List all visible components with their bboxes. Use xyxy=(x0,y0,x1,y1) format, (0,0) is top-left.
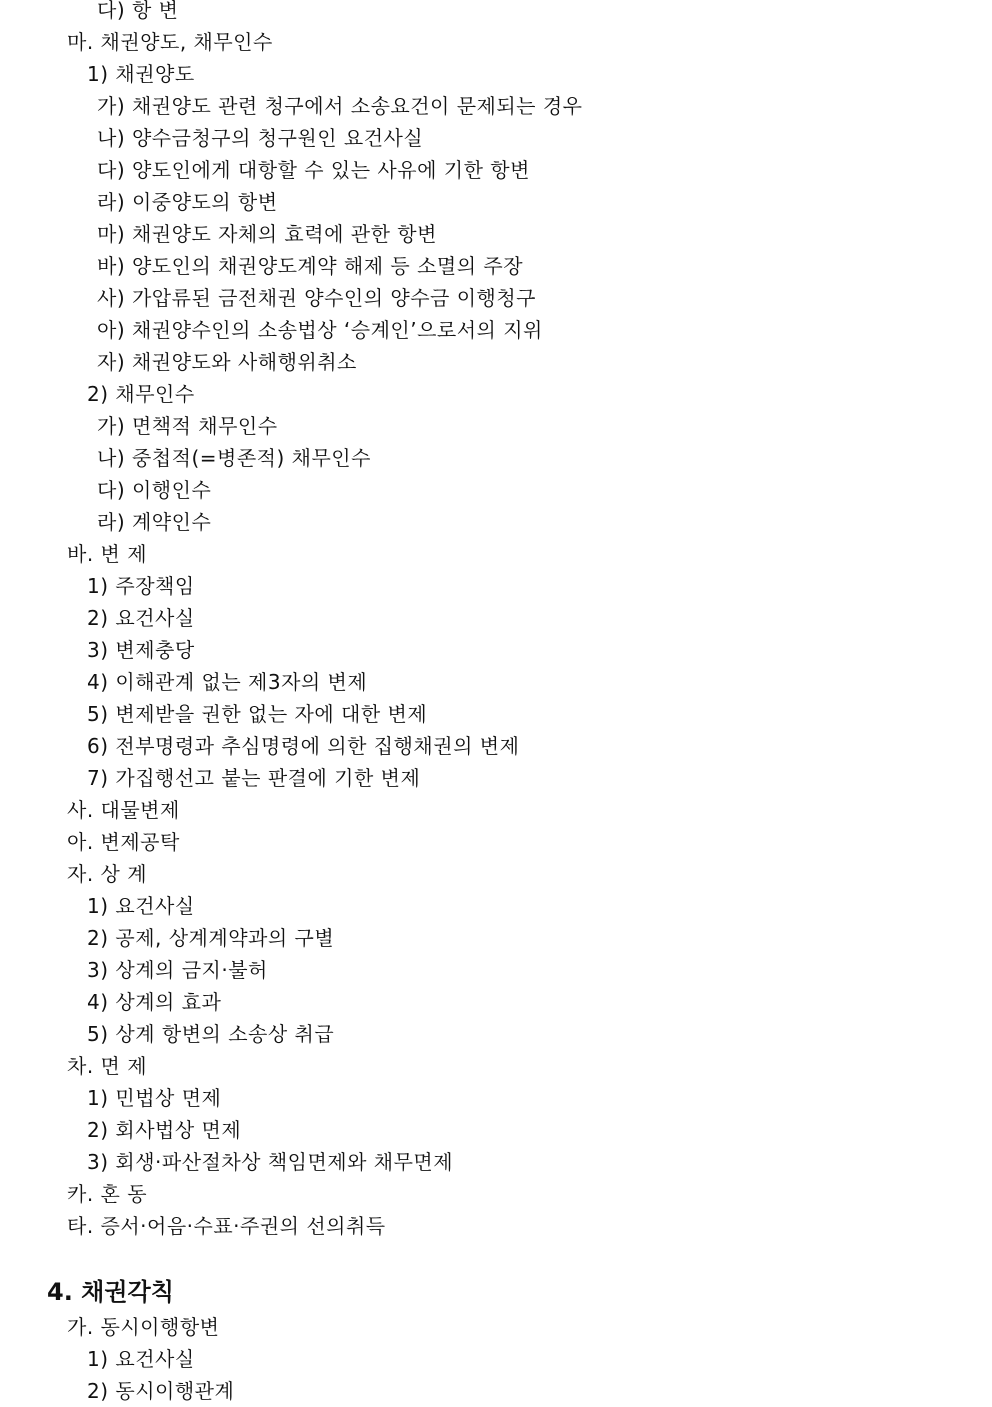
outline-line: 라) 계약인수 xyxy=(97,510,212,534)
outline-line: 3) 회생·파산절차상 책임면제와 채무면제 xyxy=(87,1150,454,1174)
outline-line: 마) 채권양도 자체의 효력에 관한 항변 xyxy=(97,222,437,246)
outline-line: 아) 채권양수인의 소송법상 ‘승계인’으로서의 지위 xyxy=(97,318,543,342)
outline-line: 5) 상계 항변의 소송상 취급 xyxy=(87,1022,335,1046)
outline-line: 자) 채권양도와 사해행위취소 xyxy=(97,350,357,374)
outline-line: 나) 양수금청구의 청구원인 요건사실 xyxy=(97,126,424,150)
outline-line: 1) 주장책임 xyxy=(87,574,195,598)
outline-line: 나) 중첩적(=병존적) 채무인수 xyxy=(97,446,371,470)
outline-line: 3) 상계의 금지·불허 xyxy=(87,958,268,982)
outline-line: 2) 회사법상 면제 xyxy=(87,1118,242,1142)
outline-line: 바) 양도인의 채권양도계약 해제 등 소멸의 주장 xyxy=(97,254,524,278)
outline-line: 4) 상계의 효과 xyxy=(87,990,222,1014)
outline-line: 2) 공제, 상계계약과의 구별 xyxy=(87,926,335,950)
outline-line: 3) 변제충당 xyxy=(87,638,195,662)
outline-line: 다) 항 변 xyxy=(97,0,179,22)
outline-line: 1) 민법상 면제 xyxy=(87,1086,222,1110)
outline-line: 사) 가압류된 금전채권 양수인의 양수금 이행청구 xyxy=(97,286,536,310)
outline-line: 가. 동시이행항변 xyxy=(67,1315,220,1339)
outline-line: 자. 상 계 xyxy=(67,862,148,886)
outline-line: 다) 이행인수 xyxy=(97,478,212,502)
outline-line: 4) 이해관계 없는 제3자의 변제 xyxy=(87,670,368,694)
outline-line: 2) 동시이행관계 xyxy=(87,1379,235,1403)
outline-line: 다) 양도인에게 대항할 수 있는 사유에 기한 항변 xyxy=(97,158,530,182)
outline-line: 타. 증서·어음·수표·주권의 선의취득 xyxy=(67,1214,386,1238)
outline-line: 6) 전부명령과 추심명령에 의한 집행채권의 변제 xyxy=(87,734,520,758)
outline-line: 라) 이중양도의 항변 xyxy=(97,190,278,214)
outline-line: 5) 변제받을 권한 없는 자에 대한 변제 xyxy=(87,702,428,726)
outline-line: 카. 혼 동 xyxy=(67,1182,148,1206)
outline-line: 가) 채권양도 관련 청구에서 소송요건이 문제되는 경우 xyxy=(97,94,583,118)
outline-line: 가) 면책적 채무인수 xyxy=(97,414,278,438)
outline-line: 1) 채권양도 xyxy=(87,62,195,86)
outline-line: 1) 요건사실 xyxy=(87,1347,195,1371)
section-heading: 4. 채권각칙 xyxy=(47,1278,174,1306)
outline-line: 마. 채권양도, 채무인수 xyxy=(67,30,273,54)
outline-line: 1) 요건사실 xyxy=(87,894,195,918)
outline-line: 바. 변 제 xyxy=(67,542,148,566)
outline-line: 사. 대물변제 xyxy=(67,798,180,822)
outline-line: 2) 요건사실 xyxy=(87,606,195,630)
outline-line: 7) 가집행선고 붙는 판결에 기한 변제 xyxy=(87,766,421,790)
outline-line: 차. 면 제 xyxy=(67,1054,148,1078)
outline-line: 아. 변제공탁 xyxy=(67,830,180,854)
outline-line: 2) 채무인수 xyxy=(87,382,195,406)
